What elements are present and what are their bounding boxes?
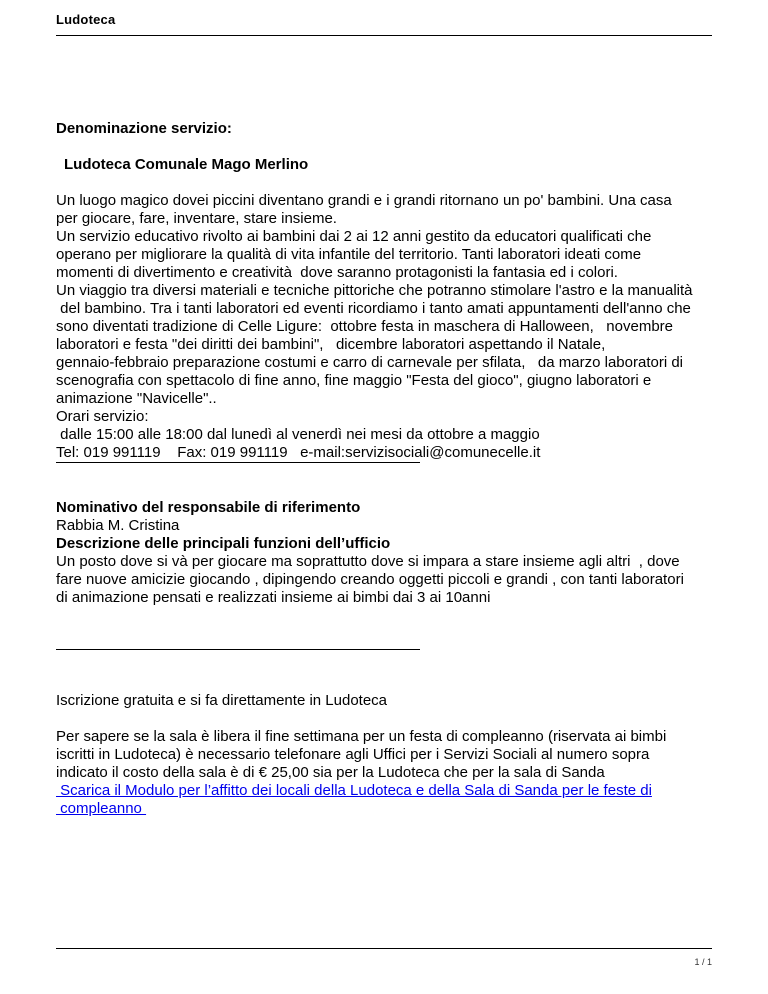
footer-divider xyxy=(56,948,712,949)
description-line: momenti di divertimento e creatività dove saranno protagonisti la fantasia ed i colori. xyxy=(56,264,618,281)
functions-line: Un posto dove si và per giocare ma soprattutto dove si impara a stare insieme agli altri , dove xyxy=(56,553,680,570)
service-description xyxy=(56,192,716,408)
responsible-name: Rabbia M. Cristina xyxy=(56,517,180,534)
service-name: Ludoteca Comunale Mago Merlino xyxy=(64,156,309,173)
description-line: laboratori e festa "dei diritti dei bambini", dicembre laboratori aspettando il Natale, xyxy=(56,336,606,353)
functions-description xyxy=(56,553,716,607)
description-line: Un viaggio tra diversi materiali e tecniche pittoriche che potranno stimolare l'astro e la manualità xyxy=(56,282,693,299)
download-link-line[interactable]: Scarica il Modulo per l’affitto dei locali della Ludoteca e della Sala di Sanda per le feste di xyxy=(56,782,652,799)
description-line: Un luogo magico dovei piccini diventano grandi e i grandi ritornano un po' bambini. Una casa xyxy=(56,192,672,209)
functions-heading: Descrizione delle principali funzioni dell’ufficio xyxy=(56,535,391,552)
header-title: Ludoteca xyxy=(56,12,116,27)
description-line: del bambino. Tra i tanti laboratori ed eventi ricordiamo i tanto amati appuntamenti dell'anno che xyxy=(56,300,691,317)
spacer xyxy=(56,138,716,156)
page-number: 1 / 1 xyxy=(694,957,712,967)
document-body xyxy=(56,120,716,818)
download-module-link[interactable] xyxy=(56,782,716,818)
description-line: gennaio-febbraio preparazione costumi e carro di carnevale per sfilata, da marzo laboratori di xyxy=(56,354,684,371)
description-line: sono diventati tradizione di Celle Ligure: ottobre festa in maschera di Halloween, novembre xyxy=(56,318,674,335)
contact-info: Tel: 019 991119 Fax: 019 991119 e-mail:servizisociali@comunecelle.it xyxy=(56,444,541,461)
booking-line: iscritti in Ludoteca) è necessario telefonare agli Uffici per i Servizi Sociali al numero sopra xyxy=(56,746,650,763)
responsible-heading: Nominativo del responsabile di riferimento xyxy=(56,499,361,516)
spacer xyxy=(56,650,716,692)
functions-line: fare nuove amicizie giocando , dipingendo creando oggetti piccoli e grandi , con tanti laboratori xyxy=(56,571,684,588)
hours-label: Orari servizio: xyxy=(56,408,149,425)
hours-value: dalle 15:00 alle 18:00 dal lunedì al venerdì nei mesi da ottobre a maggio xyxy=(56,426,540,443)
registration-text: Iscrizione gratuita e si fa direttamente in Ludoteca xyxy=(56,692,388,709)
booking-line: Per sapere se la sala è libera il fine settimana per un festa di compleanno (riservata ai bimbi xyxy=(56,728,667,745)
description-line: animazione "Navicelle".. xyxy=(56,390,217,407)
functions-line: di animazione pensati e realizzati insieme ai bimbi dai 3 ai 10anni xyxy=(56,589,491,606)
spacer xyxy=(56,174,716,192)
spacer xyxy=(56,710,716,728)
booking-info xyxy=(56,728,716,782)
description-line: scenografia con spettacolo di fine anno, fine maggio "Festa del gioco", giugno laboratori e xyxy=(56,372,652,389)
booking-line: indicato il costo della sala è di € 25,00 sia per la Ludoteca che per la sala di Sanda xyxy=(56,764,605,781)
description-line: operano per migliorare la qualità di vita infantile del territorio. Tanti laboratori ideati come xyxy=(56,246,642,263)
description-line: per giocare, fare, inventare, stare insieme. xyxy=(56,210,337,227)
service-heading: Denominazione servizio: xyxy=(56,120,232,137)
description-line: Un servizio educativo rivolto ai bambini dai 2 ai 12 anni gestito da educatori qualificati che xyxy=(56,228,652,245)
spacer xyxy=(56,463,716,499)
header-divider xyxy=(56,35,712,36)
download-link-line[interactable]: compleanno xyxy=(56,800,147,817)
